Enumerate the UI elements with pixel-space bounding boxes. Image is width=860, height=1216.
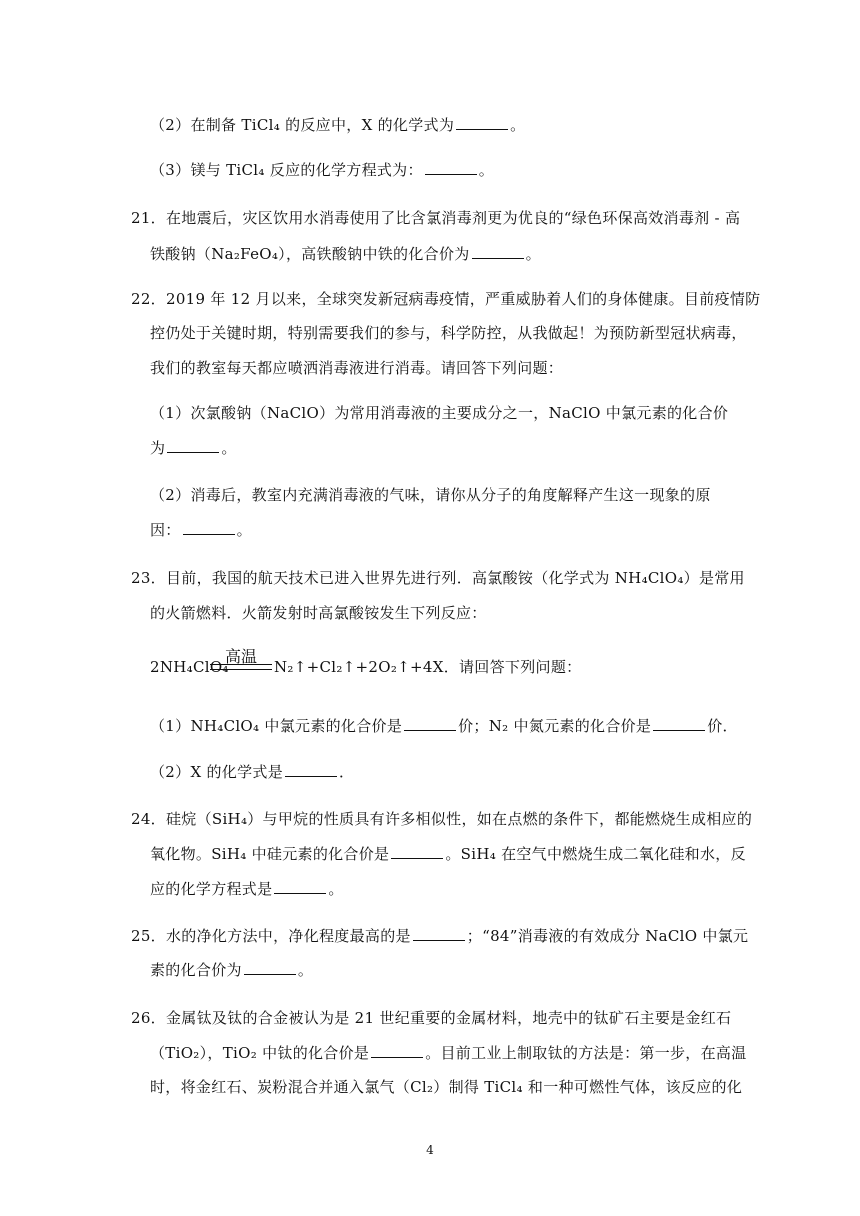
question-23-part-2: （2）X 的化学式是 ． [150,763,355,781]
answer-blank[interactable] [404,716,456,731]
answer-blank[interactable] [285,762,337,777]
question-20-part-2: （2）在制备 TiCl₄ 的反应中，X 的化学式为 。 [150,116,526,134]
question-25-line-1: 25．水的净化方法中，净化程度最高的是 ；“84”消毒液的有效成分 NaClO 中氯元 [131,927,749,945]
equation-right: N₂↑+Cl₂↑+2O₂↑+4X．请回答下列问题： [274,658,582,676]
equals-sign [210,664,272,670]
answer-blank[interactable] [274,879,326,894]
answer-blank[interactable] [244,960,296,975]
question-21-line-1: 21．在地震后，灾区饮用水消毒使用了比含氯消毒剂更为优良的“绿色环保高效消毒剂 - 高 [131,209,741,227]
question-22-line-3: 我们的教室每天都应喷洒消毒液进行消毒。请回答下列问题： [150,359,564,377]
question-22-part-1-line-2: 为 。 [150,439,237,457]
question-23-line-1: 23．目前，我国的航天技术已进入世界先进行列．高氯酸铵（化学式为 NH₄ClO₄）是常用 [131,569,745,587]
answer-blank[interactable] [183,520,235,535]
page-number: 4 [426,1143,434,1157]
answer-blank[interactable] [391,844,443,859]
question-25-line-2: 素的化合价为 。 [150,961,314,979]
question-22-line-2: 控仍处于关键时期，特别需要我们的参与，科学防控，从我做起！为预防新型冠状病毒， [150,324,747,342]
question-24-line-3: 应的化学方程式是 。 [150,880,344,898]
question-22-part-2-line-1: （2）消毒后，教室内充满消毒液的气味，请你从分子的角度解释产生这一现象的原 [150,486,711,504]
equation-left: 2NH₄ClO₄ [150,658,229,676]
question-23-line-2: 的火箭燃料．火箭发射时高氯酸铵发生下列反应： [150,604,487,622]
question-26-line-1: 26．金属钛及钛的合金被认为是 21 世纪重要的金属材料，地壳中的钛矿石主要是金红石 [131,1009,732,1027]
answer-blank[interactable] [167,438,219,453]
question-26-line-2: （TiO₂），TiO₂ 中钛的化合价是 。目前工业上制取钛的方法是：第一步，在高温 [150,1044,747,1062]
answer-blank[interactable] [371,1043,423,1058]
answer-blank[interactable] [472,244,524,259]
question-21-line-2: 铁酸钠（Na₂FeO₄），高铁酸钠中铁的化合价为 。 [150,245,541,263]
question-24-line-1: 24．硅烷（SiH₄）与甲烷的性质具有许多相似性，如在点燃的条件下，都能燃烧生成相应的 [131,810,753,828]
answer-blank[interactable] [653,716,705,731]
answer-blank[interactable] [456,115,508,130]
question-23-part-1: （1）NH₄ClO₄ 中氯元素的化合价是 价；N₂ 中氮元素的化合价是 价． [150,717,738,735]
reaction-condition: 高温 [224,647,257,666]
answer-blank[interactable] [425,160,477,175]
question-22-part-2-line-2: 因： 。 [150,521,252,539]
question-20-part-3: （3）镁与 TiCl₄ 反应的化学方程式为： 。 [150,161,495,179]
question-24-line-2: 氧化物。SiH₄ 中硅元素的化合价是 。SiH₄ 在空气中燃烧生成二氧化硅和水，反 [150,845,746,863]
answer-blank[interactable] [413,926,465,941]
question-22-part-1-line-1: （1）次氯酸钠（NaClO）为常用消毒液的主要成分之一，NaClO 中氯元素的化合价 [150,404,729,422]
question-26-line-3: 时，将金红石、炭粉混合并通入氯气（Cl₂）制得 TiCl₄ 和一种可燃性气体，该反应的化 [150,1078,743,1096]
question-22-line-1: 22．2019 年 12 月以来，全球突发新冠病毒疫情，严重威胁着人们的身体健康。目前疫情防 [131,290,761,308]
